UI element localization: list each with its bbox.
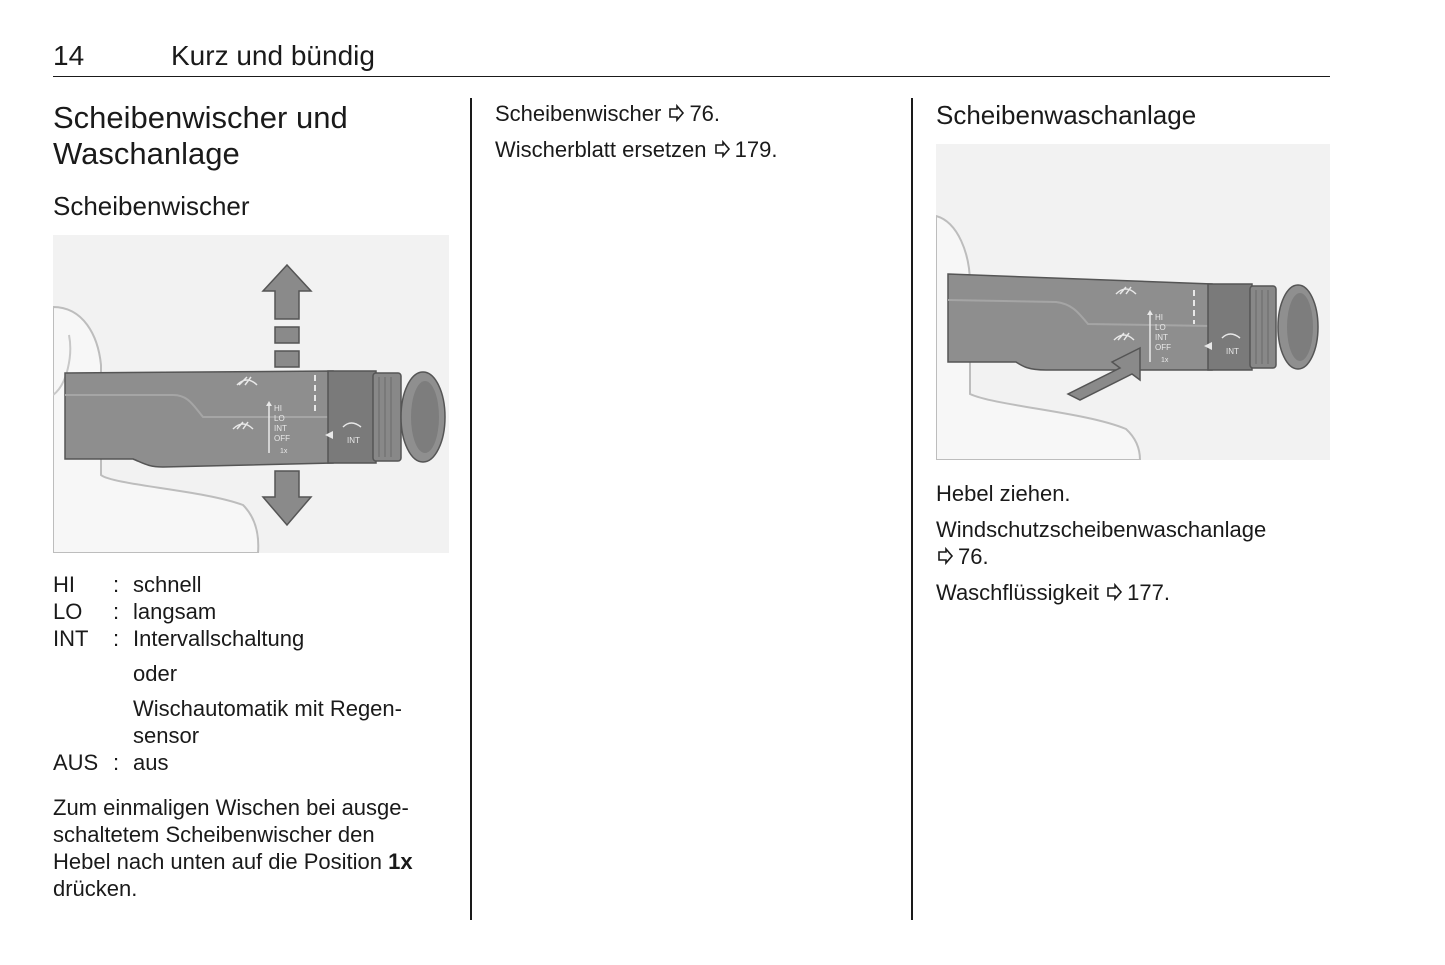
column-divider-2 [911,98,913,920]
chapter-title: Kurz und bündig [171,40,375,71]
def-oder: oder [133,661,178,686]
ref-windshield-washer: Windschutzscheibenwaschanlage 76. [936,517,1267,569]
page-ref-arrow-icon [713,140,731,158]
subsection-title-washer: Scheibenwaschanlage [936,100,1197,130]
ring-label-int: INT [347,436,360,445]
lever-label-1x: 1x [280,448,288,455]
section-title-line1: Scheibenwischer und [53,100,348,135]
def-wisch-line1: Wischautomatik mit Regen- [133,696,402,721]
section-title [53,100,453,172]
wiper-lever-illustration [53,235,449,553]
column-divider-1 [470,98,472,920]
page-header [53,40,1330,77]
page-ref-arrow-icon [667,104,685,122]
column-2 [495,100,895,163]
lever-label-int: INT [1155,333,1168,342]
lever-label-off: OFF [1155,343,1171,352]
wiper-lever-figure [53,235,449,553]
lever-label-hi: HI [1155,313,1163,322]
def-row-hi: HI : schnell [53,572,202,597]
pull-lever-text: Hebel ziehen. [936,481,1071,506]
washer-lever-illustration [936,144,1330,460]
ref-washer-fluid: Waschflüssigkeit 177. [936,580,1170,605]
column-1 [53,100,453,902]
single-wipe-paragraph: Zum einmaligen Wischen bei ausge- schaltetem Scheibenwischer den Hebel nach unten auf die Position 1x drücken. [53,795,413,901]
lever-label-int: INT [274,424,287,433]
lever-label-off: OFF [274,434,290,443]
washer-lever-figure [936,144,1330,460]
lever-label-lo: LO [274,414,285,423]
column-3 [936,100,1336,606]
arrow-up-icon [263,265,311,367]
position-definitions [53,571,453,776]
def-row-int: INT : Intervallschaltung [53,626,305,651]
lever-label-1x: 1x [1161,357,1169,364]
ring-label-int: INT [1226,347,1239,356]
ref-wiper-blade: Wischerblatt ersetzen 179. [495,137,778,162]
def-row-aus: AUS : aus [53,750,169,775]
lever-label-hi: HI [274,404,282,413]
def-row-lo: LO : langsam [53,599,217,624]
arrow-down-icon [263,471,311,525]
position-1x: 1x [388,849,413,874]
ref-wiper: Scheibenwischer 76. [495,101,721,126]
page-number: 14 [53,40,85,71]
page-ref-arrow-icon [936,547,954,565]
def-wisch-line2: sensor [133,723,200,748]
page-ref-arrow-icon [1105,583,1123,601]
section-title-line2: Waschanlage [53,136,240,171]
lever-label-lo: LO [1155,323,1166,332]
subsection-title-wiper: Scheibenwischer [53,191,250,221]
